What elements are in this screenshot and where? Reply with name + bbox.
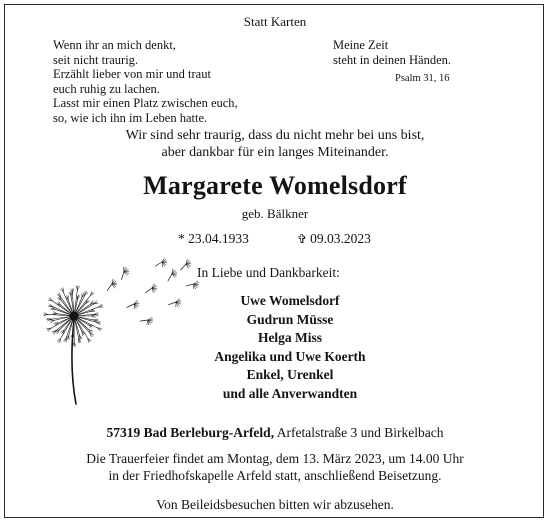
psalm-line: steht in deinen Händen.	[333, 52, 452, 67]
ceremony-info	[0, 451, 550, 484]
poem-line: Lasst mir einen Platz zwischen euch,	[53, 96, 238, 111]
intro-line: aber dankbar für ein langes Miteinander.	[161, 145, 389, 160]
address-street: Arfetalstraße 3 und Birkelbach	[276, 425, 444, 440]
poem-line: euch ruhig zu lachen.	[53, 81, 160, 96]
poem-line: seit nicht traurig.	[53, 52, 139, 67]
mourners-list	[140, 292, 440, 404]
psalm-reference: Psalm 31, 16	[395, 73, 450, 85]
deceased-name: Margarete Womelsdorf	[143, 171, 407, 200]
mourner-name: Enkel, Urenkel	[246, 367, 334, 383]
ceremony-line: Die Trauerfeier findet am Montag, dem 13. März 2023, um 14.00 Uhr	[86, 451, 464, 466]
love-line: In Liebe und Dankbarkeit:	[197, 265, 340, 280]
mourner-name: Uwe Womelsdorf	[240, 293, 340, 308]
intro-text	[0, 127, 550, 161]
birth-date: * 23.04.1933	[178, 231, 249, 246]
death-date: 09.03.2023	[310, 231, 371, 246]
psalm-line: Meine Zeit	[333, 38, 389, 52]
address-line	[0, 425, 550, 441]
poem-line: Wenn ihr an mich denkt,	[53, 38, 176, 52]
condolence-note: Von Beileidsbesuchen bitten wir abzusehen.	[156, 497, 394, 512]
header-statt-karten: Statt Karten	[243, 14, 307, 29]
psalm-quote	[333, 38, 533, 84]
poem-block	[53, 38, 313, 126]
death-date-group	[297, 231, 371, 247]
address-city: 57319 Bad Berleburg-Arfeld,	[106, 425, 275, 440]
poem-line: so, wie ich ihn im Leben hatte.	[53, 110, 208, 125]
birth-name: geb. Bälkner	[241, 206, 309, 221]
intro-line: Wir sind sehr traurig, dass du nicht mehr bei uns bist,	[125, 128, 425, 143]
mourner-name: Helga Miss	[257, 330, 323, 346]
ceremony-line: in der Friedhofskapelle Arfeld statt, anschließend Beisetzung.	[108, 467, 442, 483]
poem-line: Erzählt lieber von mir und traut	[53, 67, 211, 82]
mourner-name: Gudrun Müsse	[246, 311, 334, 327]
cross-icon: ✞	[297, 232, 308, 246]
mourner-name: und alle Anverwandten	[222, 385, 358, 401]
mourner-name: Angelika und Uwe Koerth	[214, 348, 366, 364]
